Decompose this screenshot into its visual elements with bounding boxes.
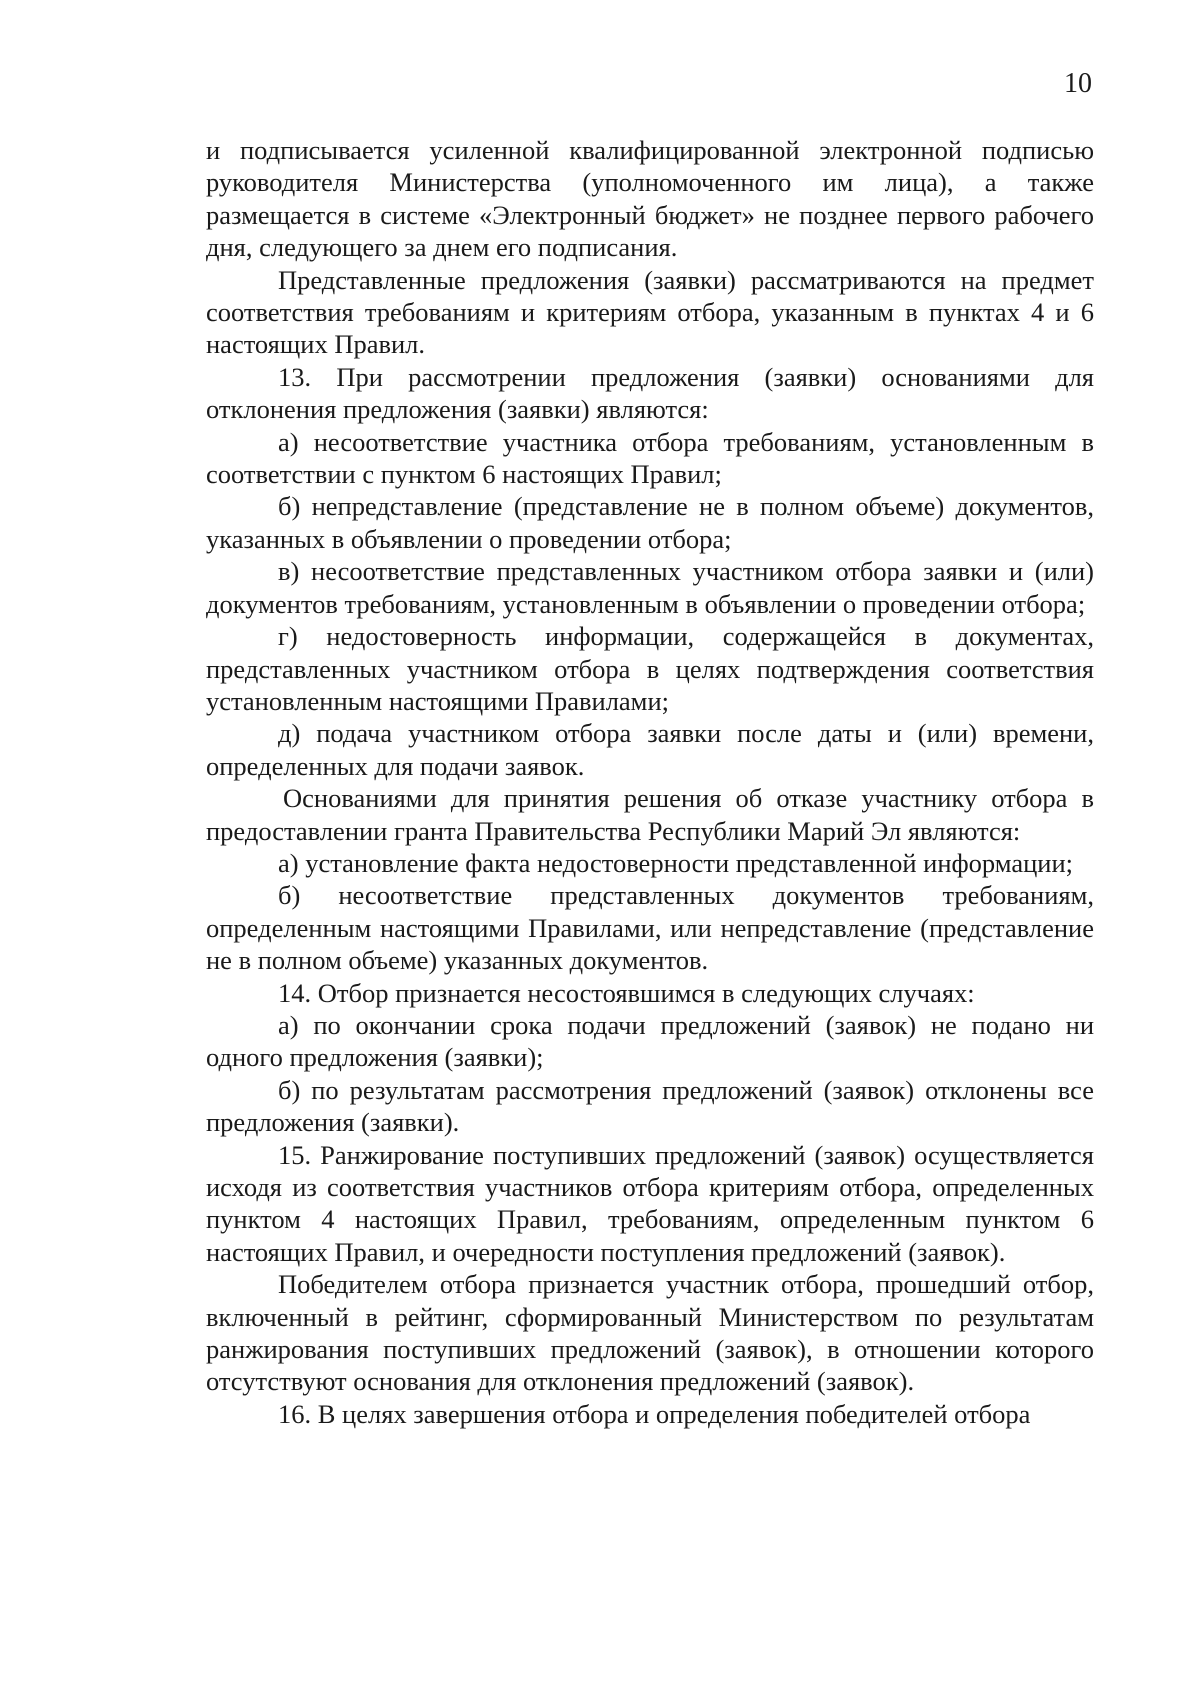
paragraph-signature: и подписывается усиленной квалифицированной электронной подписью руководителя Министерства (уполномоченного им лица), а также размещается в системе «Электронный бюджет» не позднее первого рабочего дня, следующего за днем его подписания.: [206, 135, 1094, 263]
list-item-13g: г) недостоверность информации, содержащейся в документах, представленных участником отбора в целях подтверждения соответствия установленным настоящими Правилами;: [206, 621, 1094, 716]
paragraph-section-16: 16. В целях завершения отбора и определения победителей отбора: [278, 1398, 1031, 1429]
paragraph-review: Представленные предложения (заявки) рассматриваются на предмет соответствия требованиям и критериям отбора, указанным в пунктах 4 и 6 настоящих Правил.: [206, 264, 1094, 360]
paragraph-section-15: 15. Ранжирование поступивших предложений (заявок) осуществляется исходя из соответствия участников отбора критериям отбора, определенных пунктом 4 настоящих Правил, требованиям, определенным пунктом 6 настоящих Правил, и очередности поступления предложений (заявок).: [206, 1139, 1094, 1267]
paragraph-refusal-grounds: Основаниями для принятия решения об отказе участнику отбора в предоставлении гранта Правительства Республики Марий Эл являются:: [206, 783, 1094, 846]
list-item-13v: в) несоответствие представленных участником отбора заявки и (или) документов требованиям, установленным в объявлении о проведении отбора;: [206, 556, 1094, 619]
list-item-14a: а) по окончании срока подачи предложений (заявок) не подано ни одного предложения (заявки);: [206, 1009, 1094, 1073]
page-number: 10: [1064, 68, 1092, 99]
paragraph-winner: Победителем отбора признается участник отбора, прошедший отбор, включенный в рейтинг, сформированный Министерством по результатам ранжирования поступивших предложений (заявок), в отношении которого отсутствуют основания для отклонения предложений (заявок).: [206, 1269, 1094, 1397]
list-item-13b: б) непредставление (представление не в полном объеме) документов, указанных в объявлении о проведении отбора;: [206, 491, 1094, 554]
document-body: [206, 134, 1094, 1430]
paragraph-section-13: 13. При рассмотрении предложения (заявки) основаниями для отклонения предложения (заявки) являются:: [206, 361, 1094, 425]
list-item-13a: а) несоответствие участника отбора требованиям, установленным в соответствии с пунктом 6 настоящих Правил;: [206, 426, 1094, 490]
list-item-refusal-a: а) установление факта недостоверности представленной информации;: [278, 847, 1074, 878]
list-item-refusal-b: б) несоответствие представленных документов требованиям, определенным настоящими Правилами, или непредставление (представление не в полном объеме) указанных документов.: [206, 880, 1094, 976]
paragraph-section-14: 14. Отбор признается несостоявшимся в следующих случаях:: [278, 977, 975, 1008]
list-item-14b: б) по результатам рассмотрения предложений (заявок) отклонены все предложения (заявки).: [206, 1074, 1094, 1138]
list-item-13d: д) подача участником отбора заявки после даты и (или) времени, определенных для подачи заявок.: [206, 718, 1094, 781]
